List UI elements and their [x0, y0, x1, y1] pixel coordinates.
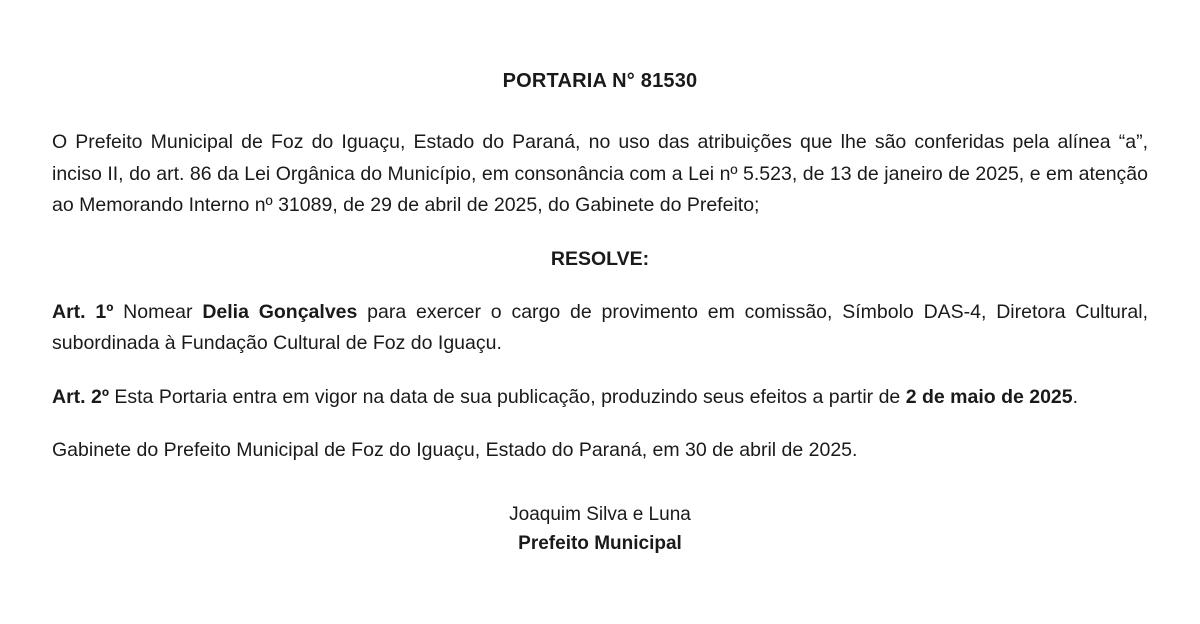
article-2-paragraph	[52, 382, 1148, 414]
signature-block	[52, 501, 1148, 558]
article-1-appointee-name: Delia Gonçalves	[202, 300, 358, 323]
article-1-text-before-name: Nomear	[113, 300, 203, 323]
article-1-text-after-name: para exercer o cargo de provimento em comissão, Símbolo DAS-4, Diretora Cultural, subordinada à Fundação Cultural de Foz do Iguaçu.	[52, 300, 1148, 355]
closing-statement: Gabinete do Prefeito Municipal de Foz do Iguaçu, Estado do Paraná, em 30 de abril de 2025.	[52, 439, 858, 462]
article-2-text-after-date: .	[1072, 385, 1079, 408]
signatory-role: Prefeito Municipal	[518, 532, 682, 554]
article-2-effective-date: 2 de maio de 2025	[905, 385, 1073, 408]
resolve-heading: RESOLVE:	[550, 247, 650, 270]
article-2-text-before-date: Esta Portaria entra em vigor na data de sua publicação, produzindo seus efeitos a partir de	[108, 385, 906, 408]
article-1-label: Art. 1º	[52, 300, 114, 323]
preamble-text: O Prefeito Municipal de Foz do Iguaçu, Estado do Paraná, no uso das atribuições que lhe são conferidas pela alínea “a”, inciso II, do art. 86 da Lei Orgânica do Município, em consonância com a Lei nº 5.523, de 13 de janeiro de 2025, e em atenção ao Memorando Interno nº 31089, de 29 de abril de 2025, do Gabinete do Prefeito;	[52, 131, 1148, 217]
article-1-paragraph	[52, 297, 1148, 360]
preamble-paragraph	[52, 127, 1148, 222]
signatory-name: Joaquim Silva e Luna	[509, 504, 691, 526]
page-title: PORTARIA N° 81530	[502, 70, 698, 92]
article-2-label: Art. 2º	[52, 385, 109, 408]
